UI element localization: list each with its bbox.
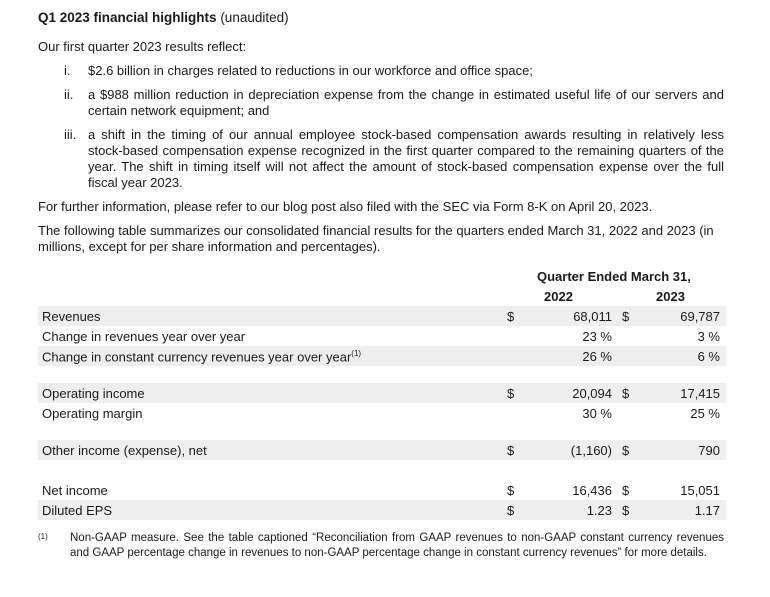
row-label-text: Change in constant currency revenues year over year	[42, 349, 352, 365]
value-2022: (1,160)	[570, 443, 612, 458]
list-item	[64, 63, 726, 79]
row-label: Operating income	[42, 386, 145, 401]
table-row-revenues	[38, 306, 726, 326]
table-header: Quarter Ended March 31,	[537, 269, 691, 284]
row-label: Other income (expense), net	[42, 443, 207, 458]
list-item	[64, 87, 726, 119]
list-item-text: a $988 million reduction in depreciation expense from the change in estimated useful life of our servers and certain network equipment; and	[88, 87, 724, 118]
value-2022: 23 %	[582, 329, 612, 344]
table-row-net-income	[38, 480, 726, 500]
value-2022: 1.23	[586, 503, 612, 518]
dollar-sign: $	[622, 386, 630, 401]
dollar-sign: $	[507, 503, 515, 518]
dollar-sign: $	[622, 309, 630, 324]
value-2022: 26 %	[582, 349, 612, 364]
table-row-operating-income	[38, 383, 726, 403]
value-2023: 1.17	[694, 503, 720, 518]
footnote-mark: (1)	[38, 532, 48, 541]
year-header-2023: 2023	[656, 289, 685, 304]
table-row-constant-currency-change	[38, 346, 726, 366]
list-item-text: a shift in the timing of our annual employee stock-based compensation awards resulting in relatively less stock-based compensation expense recognized in the first quarter compared to the remaining quarters of the year. The shift in timing itself will not affect the amount of stock-based compensation expense over the full fiscal year 2023.	[88, 127, 724, 190]
further-info-text: For further information, please refer to our blog post also filed with the SEC via Form 8-K on April 20, 2023.	[38, 199, 653, 214]
row-label: Diluted EPS	[42, 503, 113, 518]
table-row-operating-margin	[38, 403, 726, 423]
value-2023: 69,787	[680, 309, 720, 324]
footnote-text: Non-GAAP measure. See the table captioned “Reconciliation from GAAP revenues to non-GAAP constant currency revenues and GAAP percentage change in revenues to non-GAAP percentage change in constant currency revenues” for more details.	[70, 532, 724, 559]
list-item-number: iii.	[64, 127, 77, 142]
value-2023: 6 %	[697, 349, 720, 364]
value-2022: 20,094	[572, 386, 612, 401]
intro-text: Our first quarter 2023 results reflect:	[38, 39, 247, 54]
value-2023: 25 %	[690, 406, 720, 421]
dollar-sign: $	[507, 443, 515, 458]
section-title	[38, 10, 289, 25]
table-row-diluted-eps	[38, 500, 726, 520]
dollar-sign: $	[507, 483, 515, 498]
section-title-qualifier: (unaudited)	[220, 10, 289, 25]
value-2022: 68,011	[573, 309, 612, 324]
row-label	[42, 349, 361, 364]
value-2023: 15,051	[680, 483, 720, 498]
list-item-number: i.	[64, 63, 71, 78]
list-item-number: ii.	[64, 87, 74, 102]
row-label: Operating margin	[42, 406, 143, 421]
footnote-reference: (1)	[351, 349, 362, 358]
value-2023: 17,415	[680, 386, 720, 401]
dollar-sign: $	[507, 386, 515, 401]
dollar-sign: $	[507, 309, 515, 324]
dollar-sign: $	[622, 483, 630, 498]
table-row-other-income	[38, 440, 726, 460]
list-item	[64, 127, 726, 191]
table-row-revenue-change	[38, 326, 726, 346]
table-intro-text: The following table summarizes our consolidated financial results for the quarters ended March 31, 2022 and 2023 (in millions, except for per share information and percentages).	[38, 223, 714, 254]
list-item-text: $2.6 billion in charges related to reductions in our workforce and office space;	[88, 63, 533, 78]
dollar-sign: $	[622, 503, 630, 518]
row-label: Revenues	[42, 309, 101, 324]
value-2023: 3 %	[697, 329, 720, 344]
row-label: Net income	[42, 483, 108, 498]
value-2022: 16,436	[572, 483, 612, 498]
value-2022: 30 %	[582, 406, 612, 421]
year-header-2022: 2022	[544, 289, 573, 304]
value-2023: 790	[698, 443, 720, 458]
row-label: Change in revenues year over year	[42, 329, 246, 344]
section-title-bold: Q1 2023 financial highlights	[38, 10, 217, 25]
dollar-sign: $	[622, 443, 630, 458]
